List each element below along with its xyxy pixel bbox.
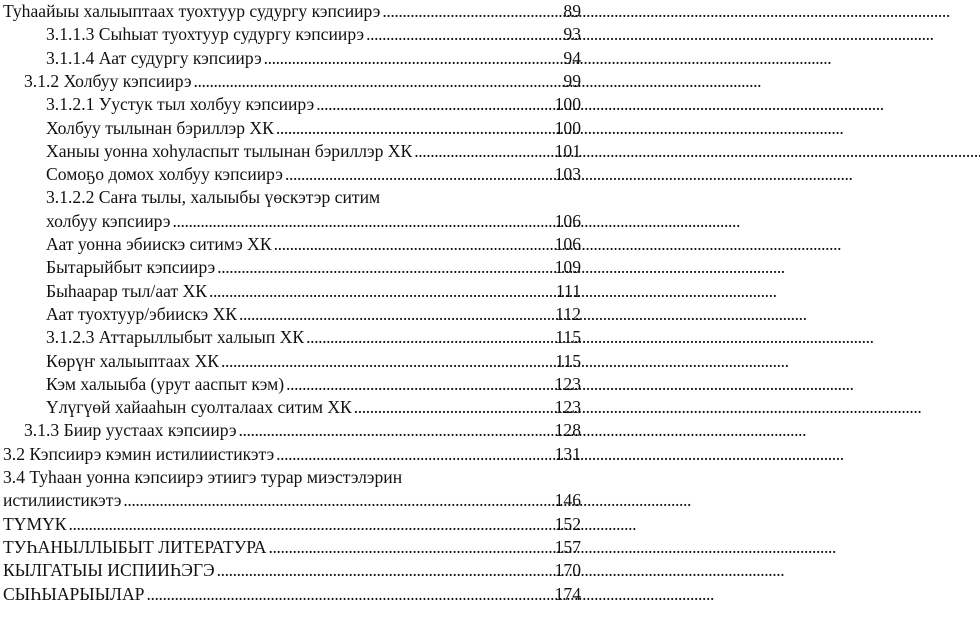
toc-entry-title: 3.1.3 Биир уустаах кэпсиирэ: [24, 420, 237, 441]
toc-entry[interactable]: [24, 70, 581, 93]
toc-entry-page: 115: [555, 327, 581, 348]
toc-entry-page: 152: [554, 513, 581, 534]
dot-leader: [366, 23, 561, 46]
toc-entry[interactable]: [3, 443, 581, 466]
dot-leader: [221, 350, 553, 373]
toc-entry-title: истилиистикэтэ: [3, 490, 122, 511]
dot-leader: [123, 489, 552, 512]
toc-entry-title: Быһаарар тыл/аат ХК: [46, 280, 208, 301]
toc-entry-page: 93: [563, 24, 581, 45]
toc-entry-page: 106: [554, 234, 581, 254]
dot-leader: [146, 583, 552, 606]
toc-entry-title: Туһаайыы халыыптаах туохтуур судургу кэпсиирэ: [3, 1, 381, 21]
toc-entry-page: 128: [554, 420, 581, 441]
toc-entry-page: 109: [554, 257, 581, 278]
toc-entry-title: Аат туохтуур/эбиискэ ХК: [46, 303, 238, 324]
dot-leader: [354, 396, 553, 419]
toc-entry-page: 100: [554, 117, 581, 138]
toc-entry[interactable]: [3, 536, 581, 559]
dot-leader: [268, 536, 552, 559]
toc-entry[interactable]: [46, 163, 581, 186]
toc-entry-page: 103: [554, 164, 581, 185]
toc-entry-page: 174: [554, 583, 581, 604]
toc-entry[interactable]: [46, 210, 581, 233]
toc-entry[interactable]: [24, 419, 581, 442]
toc-entry-page: 170: [554, 560, 581, 581]
toc-entry[interactable]: [46, 280, 581, 303]
toc-entry-page: 94: [563, 47, 581, 68]
toc-entry[interactable]: [46, 140, 581, 163]
dot-leader: [264, 47, 562, 70]
toc-entry-page: 123: [554, 373, 581, 394]
toc-entry-title: 3.1.2.3 Аттарыллыбыт халыып ХК: [46, 327, 305, 348]
toc-entry-title-first-line: 3.4 Туһаан уонна кэпсиирэ этиигэ турар миэстэлэрин: [3, 467, 403, 487]
dot-leader: [194, 70, 562, 93]
toc-entry-title: Бытарыйбыт кэпсиирэ: [46, 257, 216, 278]
dot-leader: [276, 443, 552, 466]
toc-entry[interactable]: [46, 326, 581, 349]
toc-entry-page: 111: [555, 280, 581, 301]
dot-leader: [306, 326, 553, 349]
dot-leader: [217, 256, 552, 279]
toc-entry-page: 99: [563, 70, 581, 91]
dot-leader: [209, 280, 554, 303]
toc-entry[interactable]: [3, 489, 581, 512]
toc-entry[interactable]: [46, 93, 581, 116]
toc-entry[interactable]: [3, 0, 581, 23]
toc-entry-title-first-line: 3.1.2.2 Саҥа тылы, халыыбы үөскэтэр ситим: [46, 187, 381, 208]
toc-entry-title: Сомоҕо домох холбуу кэпсиирэ: [46, 164, 283, 185]
dot-leader: [274, 233, 553, 256]
toc-entry-page: 100: [554, 94, 581, 115]
toc-entry-title: ТУҺАНЫЛЛЫБЫТ ЛИТЕРАТУРА: [3, 536, 267, 557]
toc-entry[interactable]: [3, 559, 581, 582]
toc-entry-title: Кэм халыыба (урут ааспыт кэм): [46, 373, 285, 394]
toc-entry-title: Холбуу тылынан бэриллэр ХК: [46, 117, 274, 138]
toc-entry[interactable]: [46, 373, 581, 396]
toc-entry[interactable]: [46, 256, 581, 279]
toc-entry-title: КЫЛГАТЫЫ ИСПИИҺЭГЭ: [3, 560, 215, 581]
toc-entry-title: 3.1.1.3 Сыһыат туохтуур судургу кэпсиирэ: [46, 24, 365, 45]
toc-entry-title: 3.2 Кэпсиирэ кэмин истилиистикэтэ: [3, 443, 275, 464]
toc-entry-page: 101: [554, 140, 581, 161]
toc-entry-page: 89: [563, 1, 581, 21]
dot-leader: [239, 303, 553, 326]
toc-entry-title: Аат уонна эбиискэ ситимэ ХК: [46, 234, 272, 254]
dot-leader: [276, 117, 553, 140]
dot-leader: [285, 163, 553, 186]
dot-leader: [69, 513, 553, 536]
toc-entry[interactable]: [46, 303, 581, 326]
toc-entry-title: 3.1.2.1 Уустук тыл холбуу кэпсиирэ: [46, 94, 315, 115]
toc-entry[interactable]: [3, 513, 581, 536]
toc-entry-title: Ханыы уонна хоһуласпыт тылынан бэриллэр ХК: [46, 140, 413, 161]
toc-entry-title: ТҮМҮК: [3, 513, 67, 534]
toc-entry-title: 3.1.2 Холбуу кэпсиирэ: [24, 70, 192, 91]
toc-entry-title: 3.1.1.4 Аат судургу кэпсиирэ: [46, 47, 262, 68]
dot-leader: [217, 559, 553, 582]
toc-entry-page: 157: [554, 536, 581, 557]
dot-leader: [414, 140, 552, 163]
toc-entry[interactable]: [46, 117, 581, 140]
dot-leader: [286, 373, 553, 396]
dot-leader: [239, 419, 553, 442]
toc-entry[interactable]: [46, 350, 581, 373]
dot-leader: [172, 210, 552, 233]
toc-entry[interactable]: [46, 47, 581, 70]
toc-entry-title: СЫҺЫАРЫЫЛАР: [3, 583, 145, 604]
toc-entry[interactable]: [3, 583, 581, 606]
toc-entry-page: 106: [554, 210, 581, 231]
toc-entry[interactable]: [46, 23, 581, 46]
toc-entry-page: 112: [555, 303, 581, 324]
toc-entry-page: 123: [554, 397, 581, 418]
toc-entry-title: Үлүгүөй хайааһын суолталаах ситим ХК: [46, 397, 352, 418]
toc-entry-page: 115: [555, 350, 581, 371]
toc-entry[interactable]: [46, 233, 581, 256]
toc-entry-page: 131: [554, 443, 581, 464]
toc-entry-title: холбуу кэпсиирэ: [46, 210, 171, 231]
toc-entry-page: 146: [554, 490, 581, 511]
dot-leader: [316, 93, 552, 116]
dot-leader: [382, 0, 561, 23]
toc-entry-title: Көрүҥ халыыптаах ХК: [46, 350, 220, 371]
toc-entry[interactable]: [46, 396, 581, 419]
